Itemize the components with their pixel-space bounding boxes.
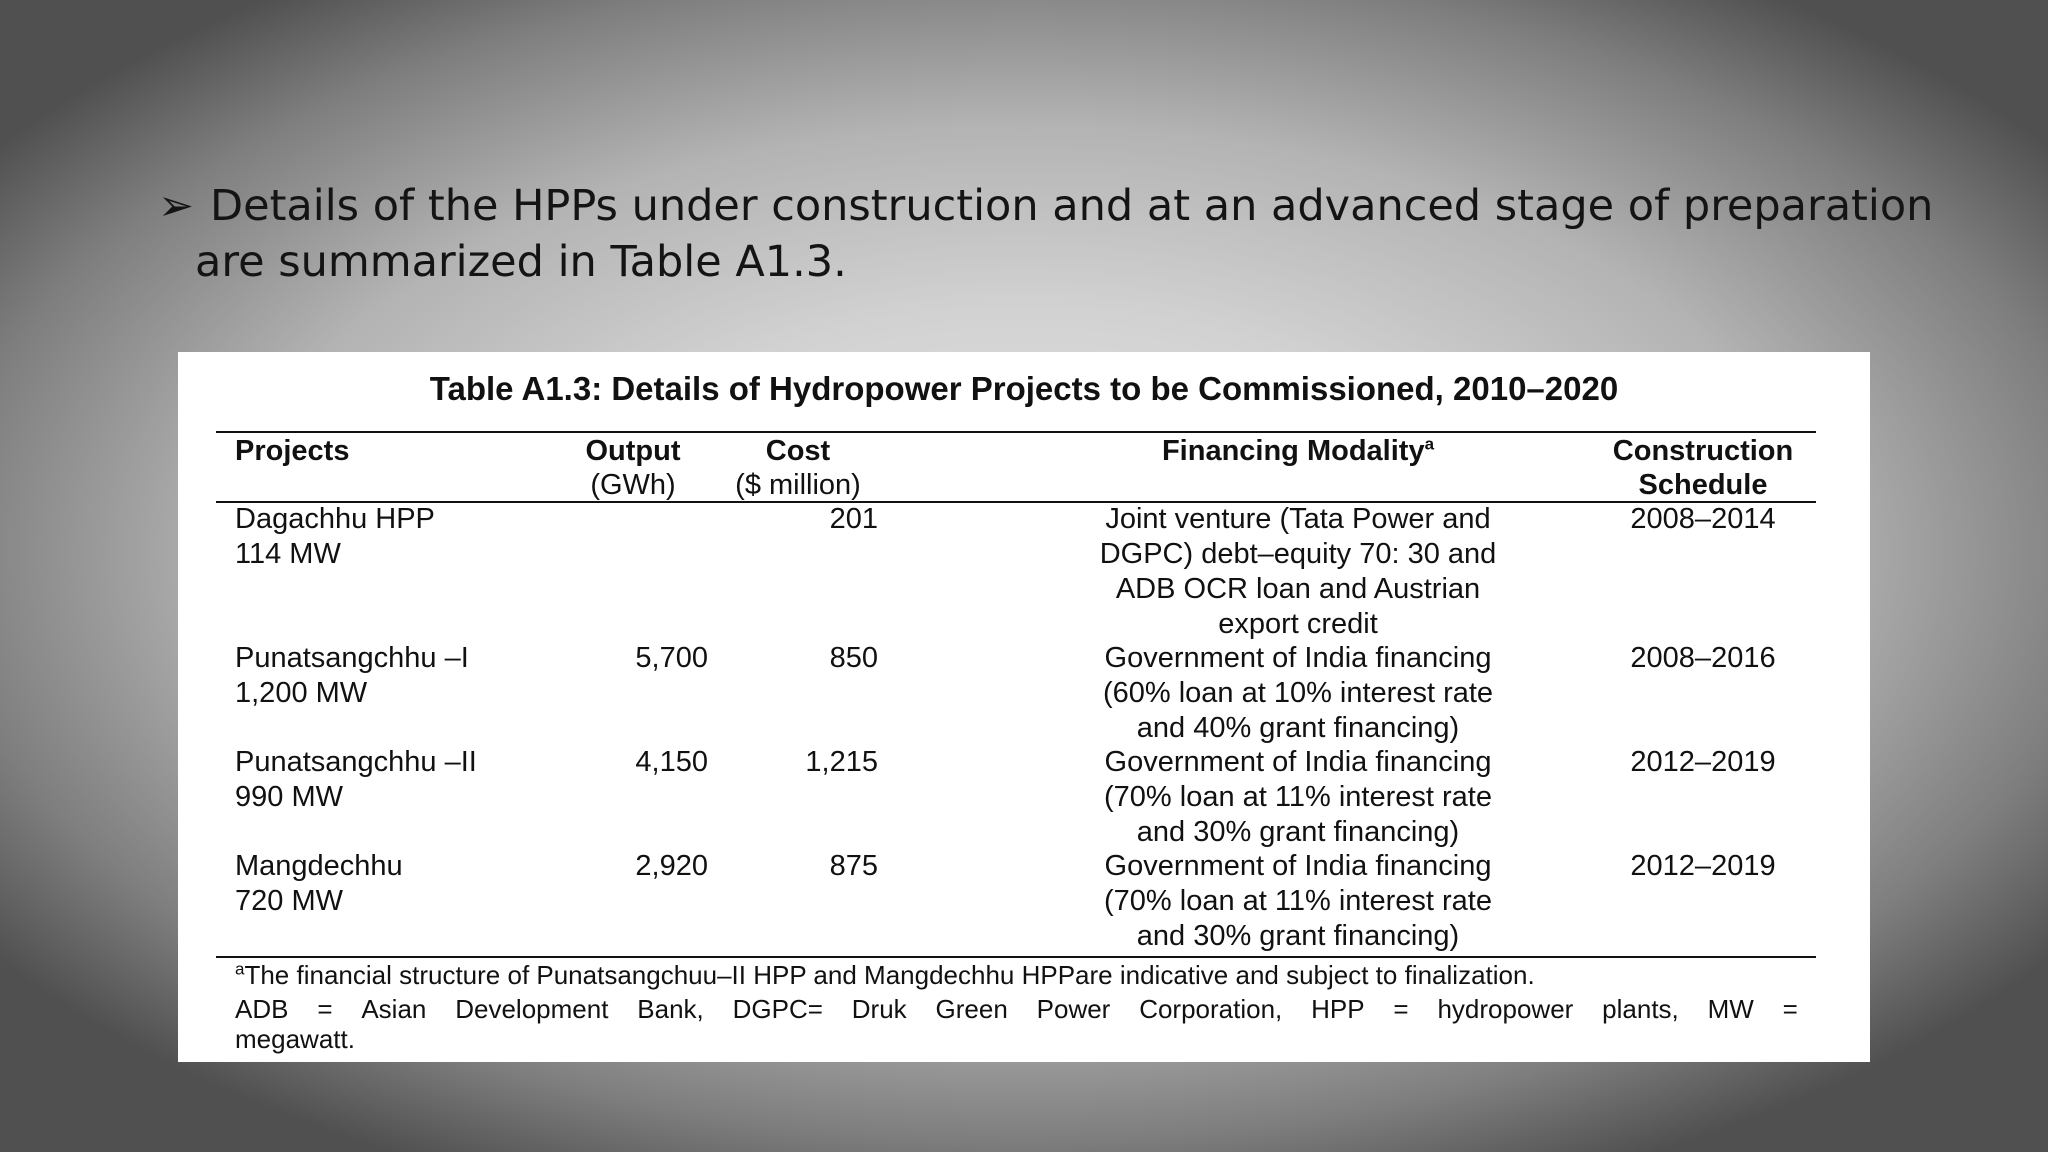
row4-output: 2,920 <box>635 850 708 882</box>
footnote-line-3: megawatt. <box>235 1024 355 1054</box>
header-schedule-2: Schedule <box>1638 469 1768 501</box>
table-top-rule <box>216 431 1816 433</box>
footnote-word: Power <box>1036 994 1111 1024</box>
row1-cost: 201 <box>829 503 878 535</box>
footnote-sup: a <box>235 959 245 979</box>
footnote-word: ADB <box>235 994 289 1024</box>
footnote-word: Green <box>935 994 1008 1024</box>
header-financing: Financing Modality$^a$ <box>1161 434 1435 467</box>
footnote-word: Corporation, <box>1139 994 1283 1024</box>
row2-financing-3: and 40% grant financing) <box>1136 712 1460 744</box>
footnote-word: Druk <box>851 994 907 1024</box>
row3-project-name: Punatsangchhu –II <box>235 746 477 778</box>
header-output: Output <box>585 435 681 467</box>
header-financing-sup: a <box>1424 434 1435 454</box>
header-projects: Projects <box>235 435 350 467</box>
footnote-word: = <box>1782 994 1798 1024</box>
footnote-word: = <box>317 994 333 1024</box>
row4-project-name: Mangdechhu <box>235 850 403 882</box>
footnote-word: MW <box>1707 994 1754 1024</box>
header-schedule-1: Construction <box>1612 435 1794 467</box>
row1-financing-3: ADB OCR loan and Austrian <box>1115 573 1481 605</box>
footnote-word: = <box>1393 994 1409 1024</box>
row2-project-name: Punatsangchhu –I <box>235 642 469 674</box>
table-image <box>178 352 1870 1062</box>
table-title: Table A1.3: Details of Hydropower Projects to be Commissioned, 2010–2020 <box>429 370 1619 407</box>
header-cost: Cost <box>765 435 831 467</box>
footnote-line-1: $^a$The financial structure of Punatsangchuu–II HPP and Mangdechhu HPPare indicative and subject to finalization. <box>235 959 1535 990</box>
row1-schedule: 2008–2014 <box>1630 503 1776 535</box>
footnote-word: DGPC= <box>732 994 823 1024</box>
bullet-line-2: are summarized in Table A1.3. <box>195 237 847 287</box>
footnote-word: plants, <box>1602 994 1679 1024</box>
row2-output: 5,700 <box>635 642 708 674</box>
row3-project-capacity: 990 MW <box>235 781 343 813</box>
bullet-line-1: Details of the HPPs under construction and at an advanced stage of preparation <box>210 181 1934 231</box>
row1-project-capacity: 114 MW <box>235 538 341 570</box>
footnote-word: Bank, <box>637 994 704 1024</box>
footnote-line-2 <box>235 993 1798 1025</box>
row1-financing-1: Joint venture (Tata Power and <box>1105 503 1491 535</box>
row4-cost: 875 <box>829 850 878 882</box>
row2-schedule: 2008–2016 <box>1630 642 1776 674</box>
row3-output: 4,150 <box>635 746 708 778</box>
row3-financing-2: (70% loan at 11% interest rate <box>1104 781 1492 813</box>
header-output-unit: (GWh) <box>590 469 676 501</box>
row4-financing-2: (70% loan at 11% interest rate <box>1104 885 1492 917</box>
row4-project-capacity: 720 MW <box>235 885 343 917</box>
row3-financing-3: and 30% grant financing) <box>1136 816 1460 848</box>
arrow-bullet-icon: ➢ <box>158 181 195 231</box>
footnote-word: Development <box>455 994 609 1024</box>
row2-financing-1: Government of India financing <box>1104 642 1492 674</box>
row3-cost: 1,215 <box>805 746 878 778</box>
row3-schedule: 2012–2019 <box>1630 746 1776 778</box>
row1-project-name: Dagachhu HPP <box>235 503 435 535</box>
table-bottom-rule <box>216 956 1816 958</box>
row3-financing-1: Government of India financing <box>1104 746 1492 778</box>
row2-financing-2: (60% loan at 10% interest rate <box>1102 677 1494 709</box>
row1-financing-2: DGPC) debt–equity 70: 30 and <box>1099 538 1497 570</box>
header-cost-unit: ($ million) <box>735 469 861 501</box>
footnote-word: Asian <box>361 994 427 1024</box>
row1-financing-4: export credit <box>1218 608 1378 640</box>
footnote-word: HPP <box>1311 994 1365 1024</box>
row4-financing-1: Government of India financing <box>1104 850 1492 882</box>
row2-cost: 850 <box>829 642 878 674</box>
row4-schedule: 2012–2019 <box>1630 850 1776 882</box>
row2-project-capacity: 1,200 MW <box>235 677 368 709</box>
row4-financing-3: and 30% grant financing) <box>1136 920 1460 952</box>
footnote-word: hydropower <box>1437 994 1574 1024</box>
